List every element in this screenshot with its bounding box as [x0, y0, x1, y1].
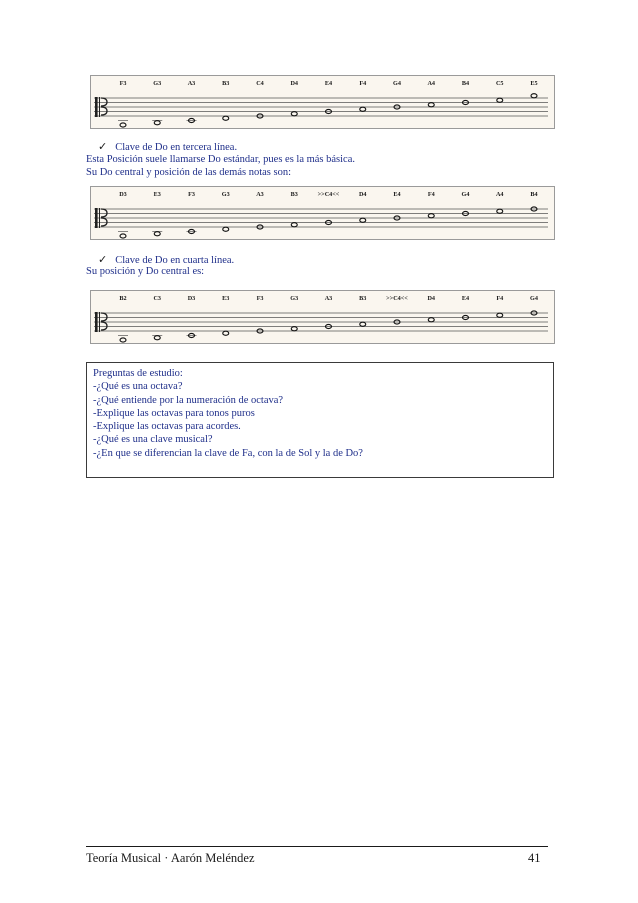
staff-figure-2: [90, 186, 555, 240]
whole-note: [223, 227, 229, 231]
note-label: E5: [530, 80, 538, 87]
whole-note: [223, 331, 229, 335]
check-icon: ✓: [98, 254, 108, 266]
whole-note: [360, 322, 366, 326]
whole-note: [428, 103, 434, 107]
note-label: A3: [256, 191, 264, 198]
note-label: C3: [153, 295, 162, 302]
note-label: F3: [256, 295, 264, 302]
page-number: 41: [528, 851, 541, 865]
note-label: A4: [495, 191, 504, 198]
whole-note: [531, 94, 537, 98]
study-question: -¿En que se diferencian la clave de Fa, con la de Sol y la de Do?: [93, 447, 363, 459]
note-label: E4: [461, 295, 470, 302]
note-label: B3: [222, 80, 230, 87]
paragraph-line: Su posición y Do central es:: [86, 266, 205, 277]
note-label: D4: [290, 80, 299, 87]
note-label: G4: [461, 191, 470, 198]
note-label: E4: [324, 80, 333, 87]
checklist-text: Clave de Do en cuarta línea.: [115, 255, 235, 266]
staff-figure-1: [90, 75, 555, 129]
note-label: >>C4<<: [317, 191, 340, 198]
whole-note: [120, 123, 126, 127]
note-label: >>C4<<: [386, 295, 408, 302]
note-label: D4: [358, 191, 367, 198]
checklist-text: Clave de Do en tercera línea.: [115, 142, 238, 153]
note-label: D3: [187, 295, 196, 302]
note-label: G3: [290, 295, 299, 302]
note-label: B3: [290, 191, 298, 198]
note-label: B4: [461, 80, 470, 87]
note-label: E4: [393, 191, 401, 198]
paragraph-line: Esta Posición suele llamarse Do estándar, pues es la más básica.: [86, 154, 356, 165]
note-label: E3: [153, 191, 161, 198]
staff-svg: [91, 76, 554, 128]
whole-note: [154, 232, 160, 236]
note-label: B4: [530, 191, 538, 198]
whole-note: [154, 336, 160, 340]
whole-note: [154, 121, 160, 125]
study-question: -¿Qué entiende por la numeración de octava?: [93, 394, 284, 406]
whole-note: [291, 112, 297, 116]
study-question: -Explique las octavas para acordes.: [93, 421, 241, 433]
whole-note: [497, 313, 503, 317]
note-label: F4: [359, 80, 367, 87]
whole-note: [360, 218, 366, 222]
whole-note: [223, 116, 229, 120]
note-label: C4: [256, 80, 264, 87]
note-label: G3: [221, 191, 230, 198]
whole-note: [291, 223, 297, 227]
whole-note: [120, 338, 126, 342]
note-label: G4: [393, 80, 401, 87]
whole-note: [360, 107, 366, 111]
check-icon: ✓: [98, 141, 108, 153]
whole-note: [291, 327, 297, 331]
note-label: A4: [427, 80, 436, 87]
note-label: C5: [495, 80, 504, 87]
note-label: D4: [427, 295, 436, 302]
study-question: -¿Qué es una clave musical?: [93, 434, 213, 446]
study-question: -Explique las octavas para tonos puros: [93, 407, 255, 419]
note-label: A3: [324, 295, 333, 302]
staff-figure-3: [90, 290, 555, 344]
note-label: G4: [530, 295, 538, 302]
whole-note: [497, 209, 503, 213]
study-questions-box: [86, 362, 554, 478]
note-label: G3: [153, 80, 162, 87]
note-label: F4: [427, 191, 435, 198]
whole-note: [428, 214, 434, 218]
staff-svg: [91, 291, 554, 343]
note-label: B2: [119, 295, 127, 302]
footer-title: Teoría Musical · Aarón Meléndez: [86, 851, 255, 865]
note-label: A3: [187, 80, 196, 87]
staff-svg: [91, 187, 554, 239]
paragraph-line: Su Do central y posición de las demás notas son:: [86, 167, 292, 178]
whole-note: [497, 98, 503, 102]
checklist-item: [98, 140, 237, 153]
note-label: B3: [359, 295, 367, 302]
note-label: E3: [222, 295, 230, 302]
note-label: F3: [119, 80, 127, 87]
study-title: Preguntas de estudio:: [93, 368, 183, 379]
study-question: -¿Qué es una octava?: [93, 381, 183, 393]
footer-rule: [86, 846, 548, 847]
whole-note: [120, 234, 126, 238]
note-label: F4: [496, 295, 504, 302]
note-label: F3: [188, 191, 195, 198]
whole-note: [428, 318, 434, 322]
note-label: D3: [119, 191, 127, 198]
